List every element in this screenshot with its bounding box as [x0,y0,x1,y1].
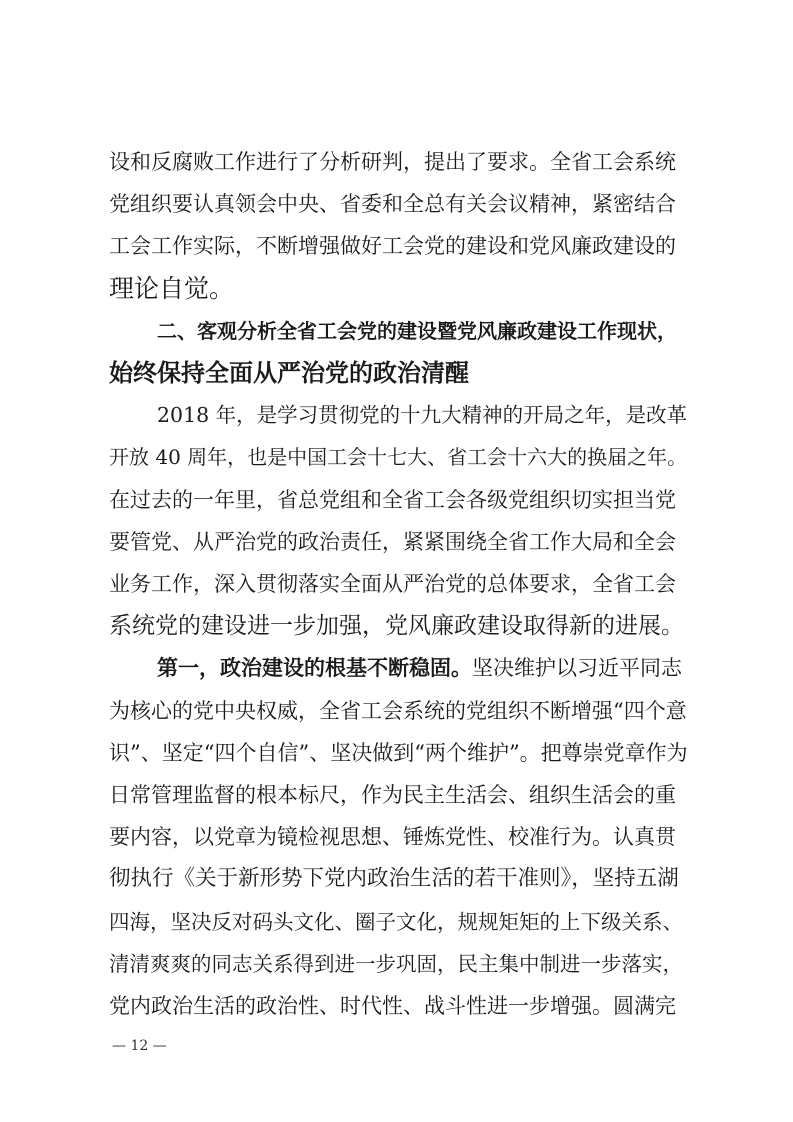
text-line: 清清爽爽的同志关系得到进一步巩固，民主集中制进一步落实， [109,952,683,976]
text-line: 工会工作实际，不断增强做好工会党的建设和党风廉政建设的 [109,234,676,258]
text-line: 四海，坚决反对码头文化、圈子文化，规规矩矩的上下级关系、 [109,910,683,934]
text-line: 日常管理监督的根本标尺，作为民主生活会、组织生活会的重 [109,783,676,807]
text-line: 系统党的建设进一步加强，党风廉政建设取得新的进展。 [109,613,684,639]
text-line: 开放 40 周年，也是中国工会十七大、省工会十六大的换届之年。 [109,445,688,469]
text-line: 识”、坚定“四个自信”、坚决做到“两个维护”。把尊崇党章作为 [109,741,688,765]
text-line: 在过去的一年里，省总党组和全省工会各级党组织切实担当党 [109,488,676,512]
paragraph-lead: 第一，政治建设的根基不断稳固。 [157,656,472,680]
page-number: — 12 — [112,1038,167,1054]
text-span: 坚决维护以习近平同志 [472,656,682,680]
text-line: 为核心的党中央权威，全省工会系统的党组织不断增强“四个意 [109,699,687,723]
text-line: 彻执行《关于新形势下党内政治生活的若干准则》，坚持五湖 [109,866,679,891]
text-line: 设和反腐败工作进行了分析研判，提出了要求。全省工会系统 [109,150,676,174]
text-line: 要内容，以党章为镜检视思想、锤炼党性、校准行为。认真贯 [109,825,676,849]
text-line: 理论自觉。 [109,274,235,303]
section-heading: 始终保持全面从严治党的政治清醒 [109,359,469,387]
text-line: 党组织要认真领会中央、省委和全总有关会议精神，紧密结合 [109,192,676,216]
text-line: 业务工作，深入贯彻落实全面从严治党的总体要求，全省工会 [109,572,676,596]
text-line [157,652,689,684]
text-line: 要管党、从严治党的政治责任，紧紧围绕全省工作大局和全会 [109,530,676,554]
text-line: 党内政治生活的政治性、时代性、战斗性进一步增强。圆满完 [109,994,676,1018]
section-heading: 二、客观分析全省工会党的建设暨党风廉政建设工作现状， [157,319,677,343]
text-line: 2018 年，是学习贯彻党的十九大精神的开局之年，是改革 [157,403,688,427]
